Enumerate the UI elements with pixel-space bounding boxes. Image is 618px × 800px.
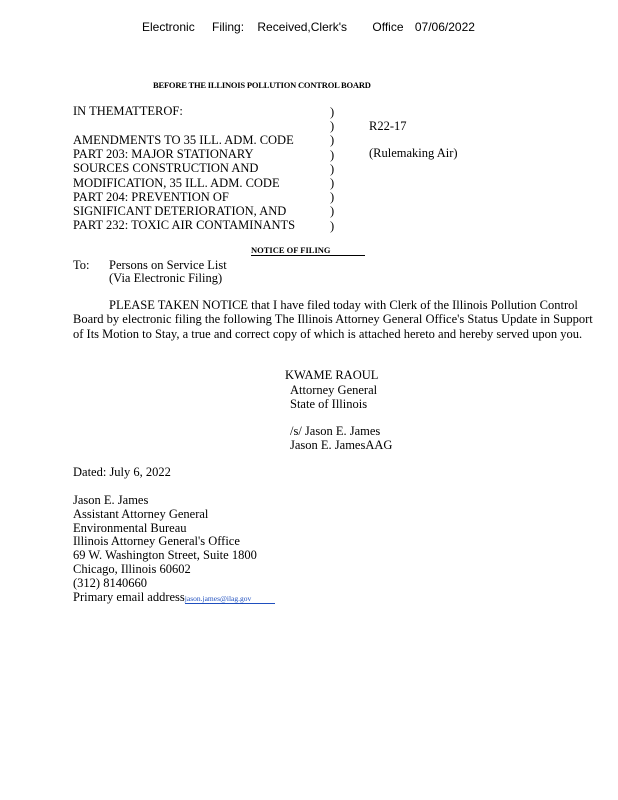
contact-block: [73, 494, 275, 605]
board-title: BEFORE THE ILLINOIS POLLUTION CONTROL BOARD: [153, 80, 371, 90]
case-type: (Rulemaking Air): [369, 146, 458, 160]
email-line: [73, 591, 275, 606]
caption-line: PART 204: PREVENTION OF: [73, 189, 229, 204]
paren: ): [330, 147, 335, 162]
in-the-matter: IN THEMATTEROF:: [73, 104, 183, 118]
paren: ): [330, 133, 335, 148]
body-paragraph-wrap: [73, 298, 593, 341]
sig-title: Attorney General: [290, 383, 378, 397]
sig-signer: Jason E. JamesAAG: [290, 438, 393, 452]
body-paragraph: PLEASE TAKEN NOTICE that I have filed today with Clerk of the Illinois Pollution Control Board by electronic filing the following The Illinois Attorney General Office's Status Update in Support of Its Motion to Stay, a true and correct copy of which is attached hereto and hereby served upon you.: [73, 298, 593, 341]
caption-line: AMENDMENTS TO 35 ILL. ADM. CODE: [73, 133, 294, 147]
caption-line: SOURCES CONSTRUCTION AND: [73, 161, 259, 176]
contact-line: Environmental Bureau: [73, 520, 187, 535]
sig-signature: /s/ Jason E. James: [290, 424, 381, 438]
email-label: Primary email address: [73, 589, 185, 604]
header-date: 07/06/2022: [414, 20, 475, 34]
paren: ): [330, 105, 335, 119]
paren: ): [330, 190, 335, 205]
paren: ): [330, 204, 335, 219]
header-received: Received,Clerk's: [257, 20, 348, 34]
email-link[interactable]: jason.james@ilag.gov: [185, 594, 275, 604]
caption-parens: [330, 105, 334, 233]
caption-line: MODIFICATION, 35 ILL. ADM. CODE: [73, 175, 280, 190]
to-line-1: Persons on Service List: [109, 258, 227, 272]
to-line-2: (Via Electronic Filing): [109, 271, 223, 285]
dated-line: Dated: July 6, 2022: [73, 465, 171, 479]
header-electronic: Electronic: [142, 20, 195, 34]
caption-line: SIGNIFICANT DETERIORATION, AND: [73, 204, 287, 219]
header-office: Office: [372, 20, 404, 34]
notice-title-text: NOTICE OF FILING: [251, 245, 331, 255]
contact-line: Illinois Attorney General's Office: [73, 534, 240, 549]
paren: ): [330, 161, 335, 176]
contact-line: Chicago, Illinois 60602: [73, 561, 191, 576]
filing-header: [142, 20, 475, 34]
caption-block: [73, 133, 295, 232]
paren: ): [330, 176, 335, 191]
contact-line: 69 W. Washington Street, Suite 1800: [73, 548, 257, 563]
contact-line: Assistant Attorney General: [73, 506, 209, 521]
contact-line: Jason E. James: [73, 493, 149, 507]
sig-state: State of Illinois: [290, 397, 368, 411]
case-number: R22-17: [369, 119, 407, 133]
notice-title: [251, 245, 365, 256]
caption-line: PART 232: TOXIC AIR CONTAMINANTS: [73, 218, 296, 233]
contact-line: (312) 8140660: [73, 575, 147, 590]
paren: ): [330, 218, 335, 233]
header-filing: Filing:: [212, 20, 245, 34]
caption-line: PART 203: MAJOR STATIONARY: [73, 147, 254, 162]
sig-name: KWAME RAOUL: [285, 368, 379, 382]
paren: ): [330, 119, 335, 134]
to-label: To:: [73, 258, 90, 272]
